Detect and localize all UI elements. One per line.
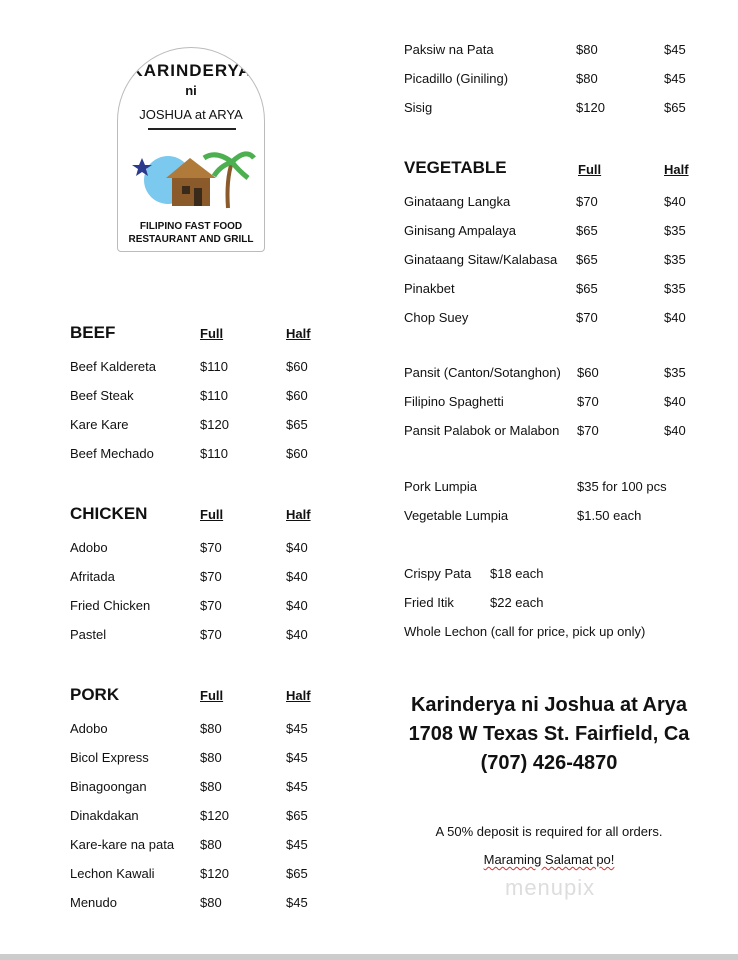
- menu-item-price-half: $65: [664, 100, 686, 115]
- menu-item-price-half: $60: [286, 359, 308, 374]
- menu-item-price-half: $45: [286, 895, 308, 910]
- column-header-half: Half: [286, 507, 311, 522]
- menu-item-price-full: $80: [200, 895, 222, 910]
- menu-item-price-full: $70: [577, 423, 599, 438]
- menu-item-price: $1.50 each: [577, 508, 642, 523]
- menu-item-price-half: $40: [286, 569, 308, 584]
- menu-item-price-half: $45: [286, 750, 308, 765]
- logo-ni: ni: [185, 83, 197, 98]
- menu-item-price: $22 each: [490, 595, 544, 610]
- menu-item-price-full: $70: [200, 627, 222, 642]
- menu-item-price-full: $70: [200, 540, 222, 555]
- menu-item-name: Crispy Pata: [404, 566, 472, 581]
- menu-item-name: Beef Steak: [70, 388, 134, 403]
- menu-item-name: Pansit Palabok or Malabon: [404, 423, 560, 438]
- menu-item-name: Bicol Express: [70, 750, 149, 765]
- menu-item-name: Afritada: [70, 569, 115, 584]
- menu-item-price-full: $120: [200, 417, 229, 432]
- menu-item-name: Dinakdakan: [70, 808, 139, 823]
- menu-item-name: Ginataang Sitaw/Kalabasa: [404, 252, 558, 267]
- hut-palm-illustration: [128, 140, 256, 220]
- menu-item-price-full: $120: [200, 866, 229, 881]
- menu-item-price-full: $80: [200, 779, 222, 794]
- section-title: BEEF: [70, 323, 116, 342]
- menu-item-name: Pastel: [70, 627, 107, 642]
- menu-item-price-half: $40: [664, 394, 686, 409]
- menu-item-price-full: $80: [200, 837, 222, 852]
- column-header-full: Full: [200, 326, 224, 341]
- section-title: CHICKEN: [70, 504, 148, 523]
- menu-item-name: Ginisang Ampalaya: [404, 223, 517, 238]
- menu-item-price-full: $80: [576, 71, 598, 86]
- menu-item-name: Ginataang Langka: [404, 194, 511, 209]
- menu-item-price-half: $45: [286, 721, 308, 736]
- menu-item-price-half: $60: [286, 446, 308, 461]
- menu-item-price-half: $40: [286, 540, 308, 555]
- menu-item-price-full: $80: [576, 42, 598, 57]
- menu-item-price-half: $40: [664, 194, 686, 209]
- thanks-note: Maraming Salamat po!: [483, 852, 615, 867]
- restaurant-logo: [117, 47, 265, 252]
- column-header-half: Half: [286, 326, 311, 341]
- column-header-full: Full: [200, 688, 224, 703]
- menu-item-price-half: $40: [664, 310, 686, 325]
- menu-item-name: Pinakbet: [404, 281, 455, 296]
- menu-item-name: Kare-kare na pata: [70, 837, 175, 852]
- restaurant-phone: (707) 426-4870: [480, 752, 618, 774]
- menu-item-price-full: $120: [576, 100, 605, 115]
- column-header-full: Full: [200, 507, 224, 522]
- menu-item-price-full: $65: [576, 281, 598, 296]
- menu-item-price-full: $65: [576, 252, 598, 267]
- deposit-note: A 50% deposit is required for all orders.: [435, 824, 663, 839]
- menu-item-price-full: $70: [576, 194, 598, 209]
- logo-owners: JOSHUA at ARYA: [139, 107, 243, 122]
- menu-item-price-full: $70: [577, 394, 599, 409]
- menu-item-price-half: $60: [286, 388, 308, 403]
- watermark: menupix: [505, 875, 596, 900]
- menu-item-price-half: $45: [286, 779, 308, 794]
- restaurant-address: 1708 W Texas St. Fairfield, Ca: [408, 723, 690, 745]
- section-title: PORK: [70, 685, 120, 704]
- menu-item-name: Adobo: [70, 721, 108, 736]
- logo-tagline-1: FILIPINO FAST FOOD: [139, 221, 243, 232]
- menu-item-name: Chop Suey: [404, 310, 469, 325]
- logo-name: KARINDERYA: [130, 61, 252, 80]
- menu-item-name: Pork Lumpia: [404, 479, 477, 494]
- column-header-half: Half: [286, 688, 311, 703]
- menu-item-name: Fried Itik: [404, 595, 454, 610]
- utensils-divider: [148, 128, 236, 130]
- menu-item-price-half: $35: [664, 365, 686, 380]
- menu-item-price-half: $65: [286, 866, 308, 881]
- logo-tagline-2: RESTAURANT AND GRILL: [128, 234, 254, 245]
- menu-item-price-half: $65: [286, 808, 308, 823]
- menu-item-price-full: $110: [200, 359, 228, 374]
- menu-item-price-full: $60: [577, 365, 599, 380]
- menu-item-name: Pansit (Canton/Sotanghon): [404, 365, 561, 380]
- menu-item-price-half: $40: [664, 423, 686, 438]
- menu-item-name: Fried Chicken: [70, 598, 151, 613]
- menu-item-name: Sisig: [404, 100, 433, 115]
- menu-item-price-full: $80: [200, 750, 222, 765]
- menu-item-price-half: $45: [664, 71, 686, 86]
- menu-item-name: Lechon Kawali: [70, 866, 155, 881]
- menu-item-price: $18 each: [490, 566, 544, 581]
- menu-item-price-full: $70: [200, 598, 222, 613]
- menu-item-price-half: $35: [664, 281, 686, 296]
- menu-item-price-half: $65: [286, 417, 308, 432]
- menu-item-name: Paksiw na Pata: [404, 42, 494, 57]
- menu-item-price-full: $110: [200, 388, 228, 403]
- menu-item-name: Vegetable Lumpia: [404, 508, 509, 523]
- menu-item-price: $35 for 100 pcs: [577, 479, 667, 494]
- menu-item-name: Kare Kare: [70, 417, 129, 432]
- menu-item-price-full: $70: [576, 310, 598, 325]
- menu-item-name: Beef Kaldereta: [70, 359, 157, 374]
- column-header-full: Full: [578, 162, 602, 177]
- page-bottom-border: [0, 954, 738, 960]
- menu-item-price-half: $35: [664, 223, 686, 238]
- menu-item-price-full: $120: [200, 808, 229, 823]
- menu-item-price-full: $80: [200, 721, 222, 736]
- menu-item-name: Beef Mechado: [70, 446, 154, 461]
- menu-item-price-half: $45: [664, 42, 686, 57]
- menu-item-price-half: $40: [286, 598, 308, 613]
- column-header-half: Half: [664, 162, 689, 177]
- menu-item-name: Binagoongan: [70, 779, 147, 794]
- menu-item-name: Adobo: [70, 540, 108, 555]
- section-title: VEGETABLE: [404, 158, 507, 177]
- menu-item-name: Menudo: [70, 895, 117, 910]
- menu-item-price-full: $110: [200, 446, 228, 461]
- menu-item-name: Picadillo (Giniling): [404, 71, 509, 86]
- menu-item-price-half: $35: [664, 252, 686, 267]
- restaurant-name: Karinderya ni Joshua at Arya: [410, 694, 688, 716]
- menu-item-name: Filipino Spaghetti: [404, 394, 504, 409]
- menu-item-price-full: $65: [576, 223, 598, 238]
- menu-item-price-half: $40: [286, 627, 308, 642]
- menu-item-whole-lechon: Whole Lechon (call for price, pick up only): [404, 624, 646, 639]
- menu-item-price-full: $70: [200, 569, 222, 584]
- menu-item-price-half: $45: [286, 837, 308, 852]
